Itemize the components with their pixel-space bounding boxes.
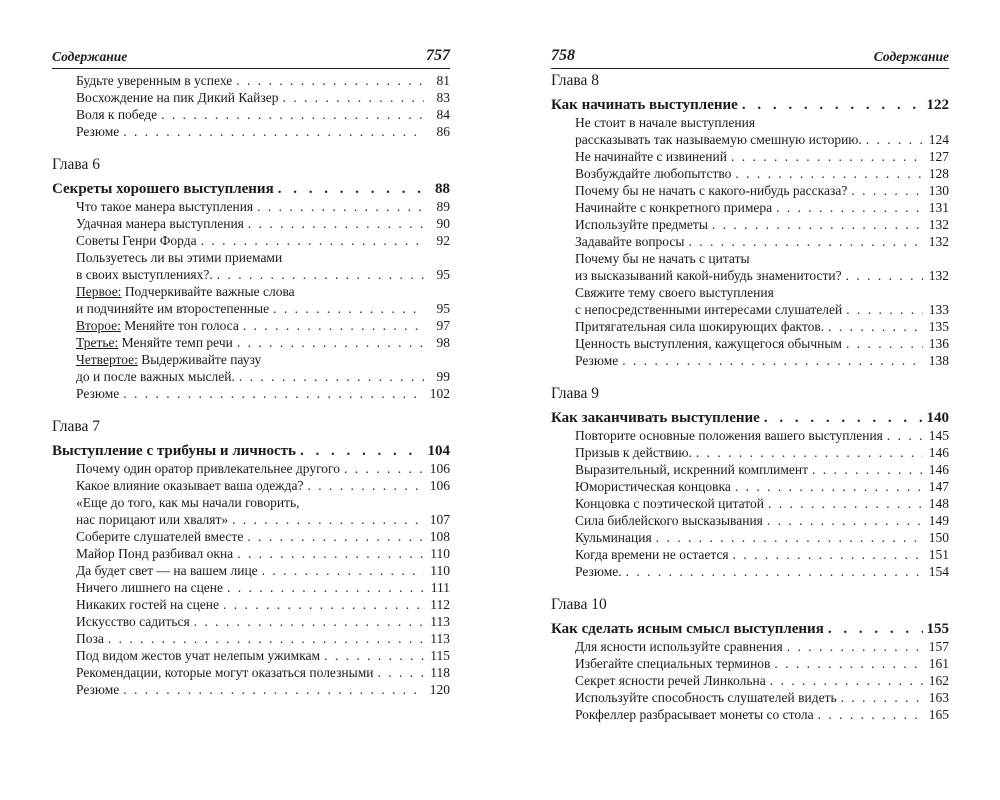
entry-title: Для ясности используйте сравнения: [575, 639, 783, 654]
entry-title: Концовка с поэтической цитатой: [575, 496, 764, 511]
chapter-label: Глава 6: [52, 156, 101, 173]
chapter-page: 155: [926, 621, 949, 637]
toc-entry: [575, 233, 949, 250]
entry-page: 111: [430, 580, 450, 595]
leader-dots: [217, 266, 424, 283]
leader-dots: [731, 148, 923, 165]
entry-title: Резюме: [76, 386, 120, 401]
entry-title-line2: и подчиняйте им второстепенные: [76, 301, 270, 316]
leader-dots: [818, 706, 923, 723]
leader-dots: [770, 672, 923, 689]
toc-entry: [76, 579, 450, 596]
entry-title: Задавайте вопросы: [575, 234, 685, 249]
toc-entry: [76, 106, 450, 123]
entry-title: Притягательная сила шокирующих фактов.: [575, 319, 825, 334]
entry-title: Какое влияние оказывает ваша одежда?: [76, 478, 304, 493]
toc-entry: [575, 335, 949, 352]
leader-dots: [851, 182, 923, 199]
entry-title: [76, 317, 239, 334]
entry-title: Резюме: [76, 682, 120, 697]
entry-label: Второе:: [76, 318, 121, 333]
leader-dots: [108, 630, 424, 647]
entry-page: 130: [928, 183, 949, 198]
entry-title: Секрет ясности речей Линкольна: [575, 673, 766, 688]
entry-title: Будьте уверенным в успехе: [76, 73, 233, 88]
toc-entry: [76, 72, 450, 89]
leader-dots: [735, 478, 923, 495]
entry-title-line2: из высказываний какой-нибудь знаменитости?: [575, 268, 842, 283]
leader-dots: [223, 596, 424, 613]
entry-page: 145: [928, 428, 949, 443]
entry-title: Выразительный, искренний комплимент: [575, 462, 808, 477]
entry-page: 149: [928, 513, 949, 528]
leader-dots: [247, 528, 424, 545]
chapter-label: Глава 8: [551, 72, 600, 89]
leader-dots: [626, 563, 923, 580]
chapter-title-row: [52, 180, 450, 198]
chapter-title: Выступление с трибуны и личность: [52, 443, 296, 459]
entry-page: 131: [928, 200, 949, 215]
chapter-title-row: [551, 620, 949, 638]
entry-page: 151: [928, 547, 949, 562]
chapter-page: 104: [427, 443, 450, 459]
entry-title: Восхождение на пик Дикий Кайзер: [76, 90, 279, 105]
entry-page: 92: [436, 233, 450, 248]
leader-dots: [123, 681, 424, 698]
toc-entry: [575, 444, 949, 461]
entry-page: 127: [928, 149, 949, 164]
entry-title: Почему один оратор привлекательнее другого: [76, 461, 340, 476]
entry-page: 147: [928, 479, 949, 494]
entry-page: 102: [429, 386, 450, 401]
chapter-label: Глава 9: [551, 385, 600, 402]
toc-entry: [575, 495, 949, 512]
entry-title: Используйте предметы: [575, 217, 708, 232]
toc-entry: [575, 655, 949, 672]
chapter-label: Глава 7: [52, 418, 101, 435]
entry-page: 135: [928, 319, 949, 334]
toc-entry: [575, 148, 949, 165]
entry-title: Ничего лишнего на сцене: [76, 580, 223, 595]
entry-title-line1: Не стоит в начале выступления: [575, 115, 756, 130]
leader-dots: [828, 620, 923, 638]
leader-dots: [622, 352, 923, 369]
toc-entry: [575, 461, 949, 478]
entry-title-line1: [76, 283, 295, 300]
entry-page: 132: [928, 234, 949, 249]
running-header: [551, 47, 949, 67]
leader-dots: [767, 512, 923, 529]
leader-dots: [846, 335, 923, 352]
entry-page: 136: [928, 336, 949, 351]
leader-dots: [236, 72, 424, 89]
running-header: [52, 47, 450, 67]
leader-dots: [846, 301, 923, 318]
entry-title: Резюме: [76, 124, 120, 139]
header-rule: [52, 68, 450, 69]
entry-label: Первое:: [76, 284, 122, 299]
leader-dots: [377, 664, 424, 681]
toc-content: [52, 72, 450, 698]
toc-entry: [575, 352, 949, 369]
entry-page: 113: [430, 614, 450, 629]
toc-entry: [76, 123, 450, 140]
chapter-label: Глава 10: [551, 596, 607, 613]
chapter-page: 122: [926, 97, 949, 113]
toc-entry: [76, 385, 450, 402]
entry-title-line2: рассказывать так называемую смешную историю.: [575, 132, 862, 147]
leader-dots: [123, 123, 424, 140]
entry-title: Выдерживайте паузу: [137, 352, 262, 367]
toc-entry: [575, 216, 949, 233]
entry-page: 132: [928, 268, 949, 283]
entry-title: Повторите основные положения вашего выступления: [575, 428, 883, 443]
entry-page: 107: [429, 512, 450, 527]
entry-page: 146: [928, 445, 949, 460]
entry-text: Меняйте темп речи: [118, 335, 233, 350]
leader-dots: [688, 233, 923, 250]
toc-entry: [76, 545, 450, 562]
entry-page: 86: [436, 124, 450, 139]
entry-title-line2: нас порицают или хвалят»: [76, 512, 229, 527]
toc-entry: [575, 672, 949, 689]
entry-page: 146: [928, 462, 949, 477]
entry-title: Используйте способность слушателей видеть: [575, 690, 837, 705]
toc-entry: [76, 460, 450, 477]
entry-title-line1: «Еще до того, как мы начали говорить,: [76, 495, 300, 510]
leader-dots: [243, 317, 424, 334]
entry-title: Когда времени не остается: [575, 547, 729, 562]
entry-page: 157: [928, 639, 949, 654]
entry-page: 112: [430, 597, 450, 612]
leader-dots: [227, 579, 424, 596]
leader-dots: [161, 106, 424, 123]
toc-entry: [76, 283, 450, 317]
entry-title-line1: [76, 351, 261, 368]
entry-page: 106: [429, 461, 450, 476]
chapter-title: Как сделать ясным смысл выступления: [551, 621, 824, 637]
leader-dots: [273, 300, 424, 317]
page-number: 757: [426, 47, 450, 64]
header-title: Содержание: [52, 49, 128, 64]
toc-entry: [575, 199, 949, 216]
leader-dots: [812, 461, 923, 478]
leader-dots: [123, 385, 424, 402]
leader-dots: [324, 647, 424, 664]
toc-entry: [575, 427, 949, 444]
entry-title: Кульминация: [575, 530, 652, 545]
leader-dots: [300, 442, 424, 460]
entry-page: 148: [928, 496, 949, 511]
leader-dots: [696, 444, 923, 461]
entry-title: Возбуждайте любопытство: [575, 166, 732, 181]
header-title: Содержание: [873, 49, 949, 64]
leader-dots: [742, 96, 923, 114]
leader-dots: [307, 477, 424, 494]
entry-title: Рекомендации, которые могут оказаться полезными: [76, 665, 374, 680]
toc-entry: [76, 334, 450, 351]
leader-dots: [282, 89, 424, 106]
entry-page: 115: [430, 648, 450, 663]
left-page: [52, 0, 450, 800]
entry-title-line2: с непосредственными интересами слушателей: [575, 302, 843, 317]
entry-page: 132: [928, 217, 949, 232]
entry-text: Меняйте тон голоса: [120, 318, 239, 333]
toc-entry: [76, 681, 450, 698]
entry-page: 98: [436, 335, 450, 350]
entry-title: Не начинайте с извинений: [575, 149, 727, 164]
leader-dots: [239, 368, 424, 385]
leader-dots: [344, 460, 424, 477]
leader-dots: [787, 638, 923, 655]
entry-page: 113: [430, 631, 450, 646]
toc-entry: [76, 317, 450, 334]
entry-label: Третье:: [76, 335, 119, 350]
entry-title-line1: Почему бы не начать с цитаты: [575, 251, 750, 266]
toc-entry: [76, 215, 450, 232]
toc-entry: [76, 351, 450, 385]
entry-title: Да будет свет — на вашем лице: [76, 563, 258, 578]
leader-dots: [237, 545, 424, 562]
toc-entry: [575, 250, 949, 284]
toc-entry: [575, 478, 949, 495]
entry-title: Резюме: [575, 353, 619, 368]
toc-entry: [575, 512, 949, 529]
entry-title: Юмористическая концовка: [575, 479, 731, 494]
toc-entry: [575, 165, 949, 182]
entry-title: Резюме.: [575, 564, 622, 579]
entry-title: Почему бы не начать с какого-нибудь рассказа?: [575, 183, 848, 198]
entry-title: Избегайте специальных терминов: [575, 656, 771, 671]
entry-page: 138: [928, 353, 949, 368]
toc-entry: [575, 563, 949, 580]
leader-dots: [733, 546, 923, 563]
toc-entry: [76, 664, 450, 681]
toc-entry: [76, 613, 450, 630]
entry-title: Ценность выступления, кажущегося обычным: [575, 336, 842, 351]
entry-title-line1: Свяжите тему своего выступления: [575, 285, 774, 300]
leader-dots: [257, 198, 424, 215]
chapter-title-row: [52, 442, 450, 460]
entry-title: Призыв к действию.: [575, 445, 692, 460]
toc-entry: [76, 198, 450, 215]
toc-entry: [76, 647, 450, 664]
entry-page: 110: [430, 563, 450, 578]
leader-dots: [841, 689, 923, 706]
leader-dots: [764, 409, 923, 427]
entry-title: Удачная манера выступления: [76, 216, 244, 231]
toc-entry: [575, 114, 949, 148]
entry-title: [76, 334, 233, 351]
leader-dots: [712, 216, 923, 233]
entry-page: 118: [430, 665, 450, 680]
chapter-page: 140: [926, 410, 949, 426]
entry-page: 150: [928, 530, 949, 545]
leader-dots: [201, 232, 424, 249]
entry-title: Соберите слушателей вместе: [76, 529, 244, 544]
leader-dots: [248, 215, 424, 232]
chapter-title: Как начинать выступление: [551, 97, 738, 113]
toc-entry: [575, 318, 949, 335]
entry-label: Четвертое:: [76, 352, 138, 367]
entry-title: Воля к победе: [76, 107, 158, 122]
leader-dots: [232, 511, 424, 528]
chapter-page: 88: [435, 181, 450, 197]
toc-entry: [76, 249, 450, 283]
toc-entry: [575, 706, 949, 723]
right-page: [551, 0, 949, 800]
entry-title: Сила библейского высказывания: [575, 513, 763, 528]
entry-page: 154: [928, 564, 949, 579]
entry-title: Начинайте с конкретного примера: [575, 200, 773, 215]
leader-dots: [656, 529, 923, 546]
entry-page: 108: [429, 529, 450, 544]
entry-page: 99: [436, 369, 450, 384]
leader-dots: [237, 334, 424, 351]
toc-entry: [575, 546, 949, 563]
leader-dots: [768, 495, 923, 512]
toc-entry: [575, 529, 949, 546]
entry-page: 89: [436, 199, 450, 214]
toc-entry: [76, 494, 450, 528]
chapter-title-row: [551, 96, 949, 114]
entry-title: Поза: [76, 631, 104, 646]
entry-page: 120: [429, 682, 450, 697]
toc-entry: [575, 284, 949, 318]
chapter-title: Как заканчивать выступление: [551, 410, 760, 426]
leader-dots: [866, 131, 923, 148]
entry-page: 161: [928, 656, 949, 671]
leader-dots: [774, 655, 923, 672]
entry-title: Майор Понд разбивал окна: [76, 546, 234, 561]
toc-entry: [575, 638, 949, 655]
entry-page: 95: [436, 267, 450, 282]
leader-dots: [278, 180, 424, 198]
leader-dots: [776, 199, 923, 216]
entry-title: Что такое манера выступления: [76, 199, 254, 214]
entry-page: 81: [436, 73, 450, 88]
leader-dots: [194, 613, 424, 630]
toc-entry: [76, 596, 450, 613]
leader-dots: [262, 562, 424, 579]
entry-page: 124: [928, 132, 949, 147]
toc-entry: [76, 562, 450, 579]
entry-page: 133: [928, 302, 949, 317]
leader-dots: [846, 267, 923, 284]
toc-content: [551, 72, 949, 723]
entry-page: 83: [436, 90, 450, 105]
entry-page: 110: [430, 546, 450, 561]
toc-entry: [76, 528, 450, 545]
entry-title: Никаких гостей на сцене: [76, 597, 220, 612]
entry-page: 163: [928, 690, 949, 705]
entry-title: Подчеркивайте важные слова: [121, 284, 295, 299]
toc-entry: [76, 89, 450, 106]
entry-title: Искусство садиться: [76, 614, 190, 629]
leader-dots: [735, 165, 923, 182]
chapter-title: Секреты хорошего выступления: [52, 181, 274, 197]
entry-title-line1: Пользуетесь ли вы этими приемами: [76, 250, 283, 265]
entry-page: 162: [928, 673, 949, 688]
page-number: 758: [551, 47, 575, 64]
entry-page: 84: [436, 107, 450, 122]
entry-page: 95: [436, 301, 450, 316]
entry-page: 106: [429, 478, 450, 493]
entry-title: Советы Генри Форда: [76, 233, 197, 248]
header-rule: [551, 68, 949, 69]
toc-entry: [76, 630, 450, 647]
entry-page: 97: [436, 318, 450, 333]
toc-entry: [575, 689, 949, 706]
toc-entry: [76, 232, 450, 249]
entry-page: 165: [928, 707, 949, 722]
chapter-title-row: [551, 409, 949, 427]
leader-dots: [887, 427, 923, 444]
entry-page: 90: [436, 216, 450, 231]
leader-dots: [828, 318, 923, 335]
entry-page: 128: [928, 166, 949, 181]
entry-title: Рокфеллер разбрасывает монеты со стола: [575, 707, 814, 722]
toc-entry: [575, 182, 949, 199]
entry-title-line2: до и после важных мыслей.: [76, 369, 235, 384]
toc-entry: [76, 477, 450, 494]
entry-title-line2: в своих выступлениях?.: [76, 267, 213, 282]
entry-title: Под видом жестов учат нелепым ужимкам: [76, 648, 321, 663]
